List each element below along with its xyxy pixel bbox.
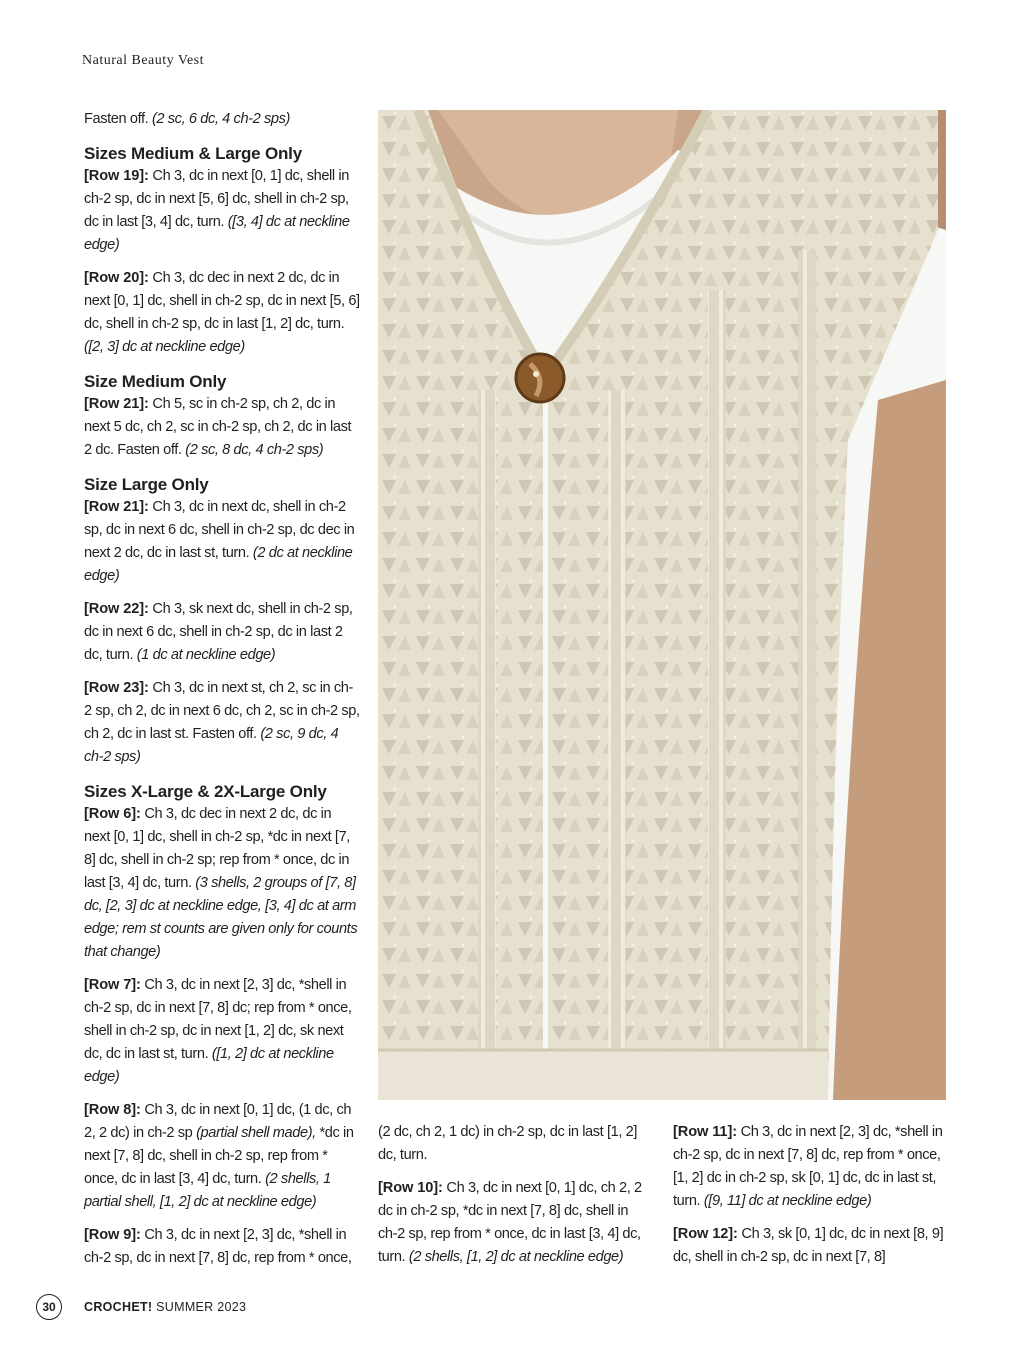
row-text: Ch 3, dc in next [2, 3] dc, *shell in ch-2 sp, dc in next [7, 8] dc, rep from * once, [1, 2] dc in ch-2 sp, sk [0, 1] dc, dc in last st, turn. (673, 1124, 943, 1209)
row-note: ([3, 4] dc at neckline edge) (84, 214, 350, 253)
row-note: (3 shells, 2 groups of [7, 8] dc, [2, 3] dc at neckline edge, [3, 4] dc at arm edge; rem st counts are given only for counts that change) (84, 875, 358, 960)
page-number: 30 (36, 1294, 62, 1320)
vest-photo (378, 110, 946, 1100)
row-text: Ch 3, dc in next [0, 1] dc, shell in ch-2 sp, dc in next [5, 6] dc, shell in ch-2 sp, dc in last [3, 4] dc, turn. (84, 168, 349, 230)
row-note: (2 dc at neckline edge) (84, 545, 353, 584)
row-instruction (84, 165, 360, 257)
row-text: Ch 3, sk next dc, shell in ch-2 sp, dc in next 6 dc, shell in ch-2 sp, dc in last 2 dc, turn. (84, 601, 353, 663)
row-label: [Row 11]: (673, 1124, 737, 1140)
section-heading: Sizes X-Large & 2X-Large Only (84, 782, 327, 801)
right-column (673, 1121, 945, 1279)
section-heading: Sizes Medium & Large Only (84, 144, 302, 163)
row-instruction (84, 1224, 360, 1270)
section-heading: Size Medium Only (84, 372, 227, 391)
page-footer (36, 1294, 246, 1320)
row-text: Ch 3, dc in next [2, 3] dc, *shell in ch-2 sp, dc in next [7, 8] dc, rep from * once, (84, 1227, 352, 1266)
row-instruction (84, 496, 360, 588)
row-text: Ch 3, dc dec in next 2 dc, dc in next [0, 1] dc, shell in ch-2 sp, *dc in next [7, 8] dc, shell in ch-2 sp; rep from * once, dc in last [3, 4] dc, turn. (84, 806, 350, 891)
section-heading: Size Large Only (84, 475, 209, 494)
issue-label: SUMMER 2023 (152, 1300, 247, 1314)
row-note: (1 dc at neckline edge) (136, 647, 276, 663)
row-note: (2 sc, 9 dc, 4 ch-2 sps) (84, 726, 339, 765)
row-note: (2 shells, [1, 2] dc at neckline edge) (408, 1249, 624, 1265)
row-instruction (84, 598, 360, 667)
row-note: (2 sc, 8 dc, 4 ch-2 sps) (185, 442, 324, 458)
row-label: [Row 20]: (84, 270, 149, 286)
row-text: Ch 3, dc in next [0, 1] dc, (1 dc, ch 2, 2 dc) in ch-2 sp (84, 1102, 352, 1141)
row-label: [Row 23]: (84, 680, 149, 696)
row-label: [Row 8]: (84, 1102, 141, 1118)
middle-column (378, 1121, 650, 1279)
row-instruction-continued: (2 dc, ch 2, 1 dc) in ch-2 sp, dc in last [1, 2] dc, turn. (378, 1124, 638, 1163)
row-instruction (673, 1223, 945, 1269)
row-note: ([1, 2] dc at neckline edge) (84, 1046, 334, 1085)
magazine-name: CROCHET! (84, 1300, 153, 1314)
row-text: Ch 3, dc in next dc, shell in ch-2 sp, dc in next 6 dc, shell in ch-2 sp, dc dec in next 2 dc, dc in last st, turn. (84, 499, 355, 561)
row-label: [Row 21]: (84, 396, 149, 412)
row-label: [Row 9]: (84, 1227, 141, 1243)
row-instruction (84, 974, 360, 1089)
magazine-issue (84, 1300, 246, 1314)
row-instruction (84, 267, 360, 359)
row-note: ([2, 3] dc at neckline edge) (84, 339, 245, 355)
row-label: [Row 19]: (84, 168, 149, 184)
fasten-off-text: Fasten off. (84, 111, 152, 127)
vest-photo-illustration (378, 110, 946, 1100)
row-note: ([9, 11] dc at neckline edge) (703, 1193, 872, 1209)
row-text: Ch 3, dc in next st, ch 2, sc in ch-2 sp, ch 2, dc in next 6 dc, ch 2, sc in ch-2 sp, ch 2, dc in last st. Fasten off. (84, 680, 360, 742)
row-note: (2 shells, 1 partial shell, [1, 2] dc at neckline edge) (84, 1171, 331, 1210)
row-instruction (378, 1177, 650, 1269)
row-text: Ch 3, dc in next [0, 1] dc, ch 2, 2 dc in ch-2 sp, *dc in next [7, 8] dc, shell in ch-2 sp, rep from * once, dc in last [3, 4] dc, turn. (378, 1180, 642, 1265)
fasten-off-count: (2 sc, 6 dc, 4 ch-2 sps) (151, 111, 290, 127)
row-label: [Row 7]: (84, 977, 141, 993)
row-text: Ch 5, sc in ch-2 sp, ch 2, dc in next 5 dc, ch 2, sc in ch-2 sp, ch 2, dc in last 2 dc. Fasten off. (84, 396, 352, 458)
row-text: *dc in next [7, 8] dc, shell in ch-2 sp, rep from * once, dc in last [3, 4] dc, turn. (84, 1125, 354, 1187)
row-text: Ch 3, sk [0, 1] dc, dc in next [8, 9] dc, shell in ch-2 sp, dc in next [7, 8] (673, 1226, 944, 1265)
row-label: [Row 12]: (673, 1226, 738, 1242)
row-note: (partial shell made), (196, 1125, 316, 1141)
row-label: [Row 10]: (378, 1180, 443, 1196)
row-label: [Row 22]: (84, 601, 149, 617)
row-text: Ch 3, dc in next [2, 3] dc, *shell in ch-2 sp, dc in next [7, 8] dc; rep from * once, shell in ch-2 sp, dc in next [1, 2] dc, sk next dc, dc in last st, turn. (84, 977, 352, 1062)
row-instruction (673, 1121, 945, 1213)
running-head: Natural Beauty Vest (82, 53, 204, 68)
fasten-off-line (84, 108, 360, 131)
row-instruction (84, 1099, 360, 1214)
row-label: [Row 6]: (84, 806, 141, 822)
row-label: [Row 21]: (84, 499, 149, 515)
left-column (84, 108, 360, 1280)
row-instruction (84, 393, 360, 462)
row-text: Ch 3, dc dec in next 2 dc, dc in next [0, 1] dc, shell in ch-2 sp, dc in next [5, 6] dc, shell in ch-2 sp, dc in last [1, 2] dc, turn. (84, 270, 360, 332)
row-instruction (84, 677, 360, 769)
row-instruction (84, 803, 360, 964)
